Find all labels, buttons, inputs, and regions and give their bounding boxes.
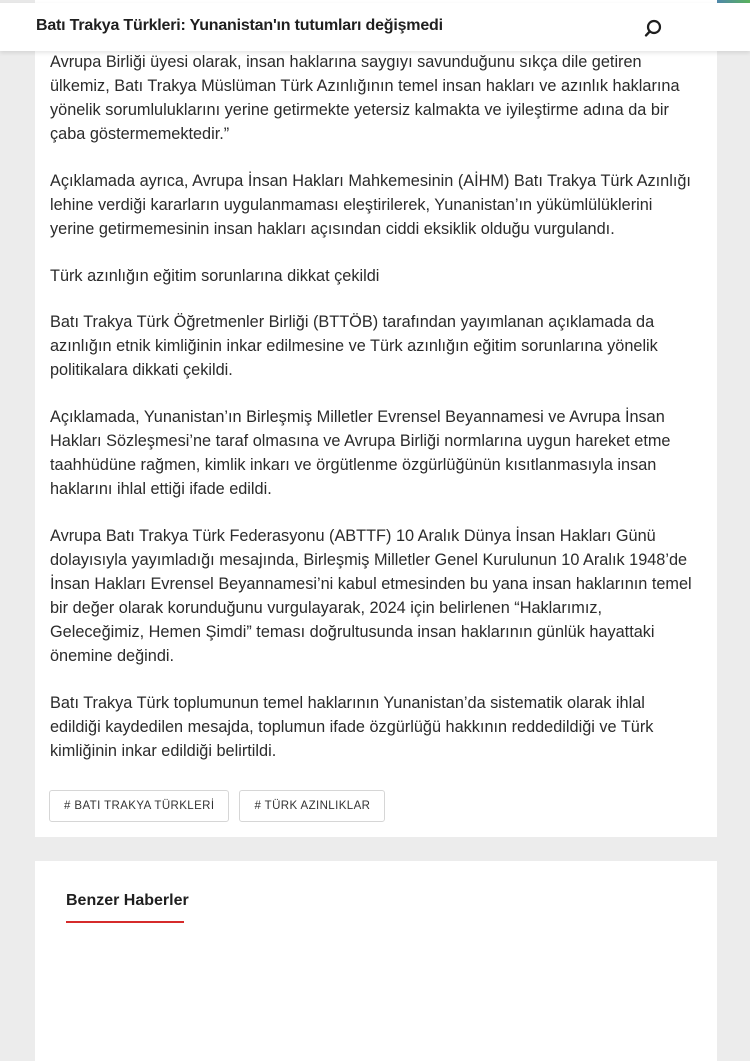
article-card [35, 0, 717, 837]
article-body [50, 50, 700, 786]
tag-bati-trakya-turkleri[interactable]: # BATI TRAKYA TÜRKLERİ [49, 790, 229, 822]
article-paragraph: Avrupa Birliği üyesi olarak, insan haklarına saygıyı savunduğunu sıkça dile getiren ülkemiz, Batı Trakya Müslüman Türk Azınlığının temel insan hakları ve azınlık haklarına yönelik sorumluluklarını yerine getirmekte yetersiz kalmakta ve iyileştirme adına da bir çaba göstermemektedir.” [50, 53, 680, 143]
article-subheading: Türk azınlığın eğitim sorunlarına dikkat çekildi [50, 267, 380, 285]
related-news-title: Benzer Haberler [66, 892, 189, 909]
related-news-underline [66, 921, 184, 923]
search-icon[interactable] [642, 17, 664, 39]
article-paragraph: Batı Trakya Türk toplumunun temel haklarının Yunanistan’da sistematik olarak ihlal edildiği kaydedilen mesajda, toplumun ifade özgürlüğü hakkının reddedildiği ve Türk kimliğinin inkar edildiği belirtildi. [50, 694, 654, 760]
related-news-card [35, 861, 717, 1061]
sticky-header [0, 3, 750, 51]
page-title: Batı Trakya Türkleri: Yunanistan'ın tutumları değişmedi [36, 17, 443, 34]
article-paragraph: Açıklamada, Yunanistan’ın Birleşmiş Milletler Evrensel Beyannamesi ve Avrupa İnsan Hakları Sözleşmesi’ne taraf olmasına ve Avrupa Birliği normlarına uygun hareket etme taahhüdüne rağmen, kimlik inkarı ve örgütlenme özgürlüğünün kısıtlanmasıyla insan haklarını ihlal ettiği ifade edildi. [50, 408, 671, 498]
article-paragraph: Batı Trakya Türk Öğretmenler Birliği (BTTÖB) tarafından yayımlanan açıklamada da azınlığın etnik kimliğinin inkar edilmesine ve Türk azınlığın eğitim sorunlarına yönelik politikalara dikkati çekildi. [50, 313, 658, 379]
tag-list [49, 790, 385, 822]
article-paragraph: Açıklamada ayrıca, Avrupa İnsan Hakları Mahkemesinin (AİHM) Batı Trakya Türk Azınlığı lehine verdiği kararların uygulanmaması eleştirilerek, Yunanistan’ın yükümlülüklerini yerine getirmemesinin insan hakları açısından ciddi eksiklik olduğu vurgulandı. [50, 172, 691, 238]
tag-turk-azinliklar[interactable]: # TÜRK AZINLIKLAR [239, 790, 385, 822]
article-paragraph: Avrupa Batı Trakya Türk Federasyonu (ABTTF) 10 Aralık Dünya İnsan Hakları Günü dolayısıyla yayımladığı mesajında, Birleşmiş Milletler Genel Kurulunun 10 Aralık 1948’de İnsan Hakları Evrensel Beyannamesi’ni kabul etmesinden bu yana insan haklarının temel bir değer olarak korunduğunu vurgulayarak, 2024 için belirlenen “Haklarımız, Geleceğimiz, Hemen Şimdi” teması doğrultusunda insan haklarının günlük hayattaki önemine değindi. [50, 527, 692, 665]
